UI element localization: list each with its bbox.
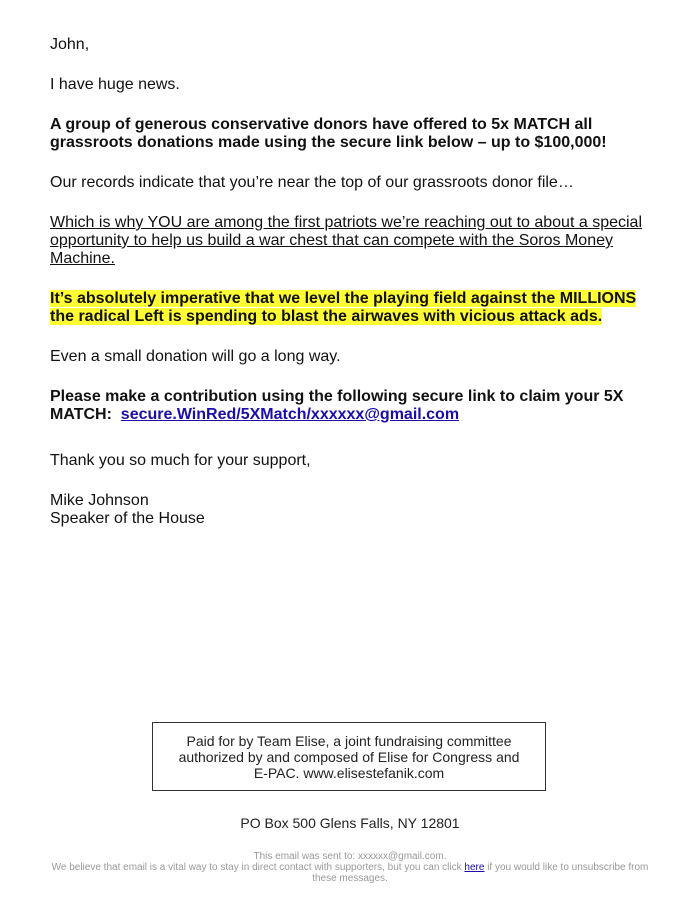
special-opportunity-paragraph: Which is why YOU are among the first patriots we’re reaching out to about a special opportunity to help us build a war chest that can compete with the Soros Money Machine. [50, 214, 642, 267]
intro-line: I have huge news. [50, 76, 180, 93]
unsubscribe-line [45, 862, 655, 884]
disclaimer-text: Paid for by Team Elise, a joint fundraising committee authorized by and composed of Elise for Congress and E-PAC. www.elisestefanik.com [178, 732, 520, 781]
email-body [50, 36, 650, 528]
cta-text: Please make a contribution using the following secure link to claim your 5X MATCH: [50, 388, 624, 423]
email-footer [45, 851, 655, 884]
mailing-address: PO Box 500 Glens Falls, NY 12801 [240, 815, 460, 831]
cta-paragraph [50, 388, 650, 424]
unsubscribe-post: if you would like to unsubscribe from these messages. [312, 862, 649, 884]
imperative-paragraph [50, 290, 650, 326]
signer-title: Speaker of the House [50, 510, 205, 527]
greeting: John, [50, 36, 90, 53]
paid-for-disclaimer [152, 722, 546, 791]
highlighted-text: It’s absolutely imperative that we level the playing field against the MILLIONS the radical Left is spending to blast the airwaves with vicious attack ads. [50, 290, 637, 325]
signer-name: Mike Johnson [50, 492, 149, 509]
thanks-line: Thank you so much for your support, [50, 452, 311, 469]
donation-link[interactable]: secure.WinRed/5XMatch/xxxxxx@gmail.com [120, 406, 460, 423]
records-paragraph: Our records indicate that you’re near the top of our grassroots donor file… [50, 174, 574, 191]
unsubscribe-link[interactable]: here [464, 862, 485, 873]
match-offer-paragraph: A group of generous conservative donors have offered to 5x MATCH all grassroots donations made using the secure link below – up to $100,000! [50, 116, 607, 151]
unsubscribe-pre: We believe that email is a vital way to stay in direct contact with supporters, but you can click [51, 862, 462, 873]
small-donation-line: Even a small donation will go a long way. [50, 348, 341, 365]
sent-to-line: This email was sent to: xxxxxx@gmail.com. [253, 851, 447, 862]
